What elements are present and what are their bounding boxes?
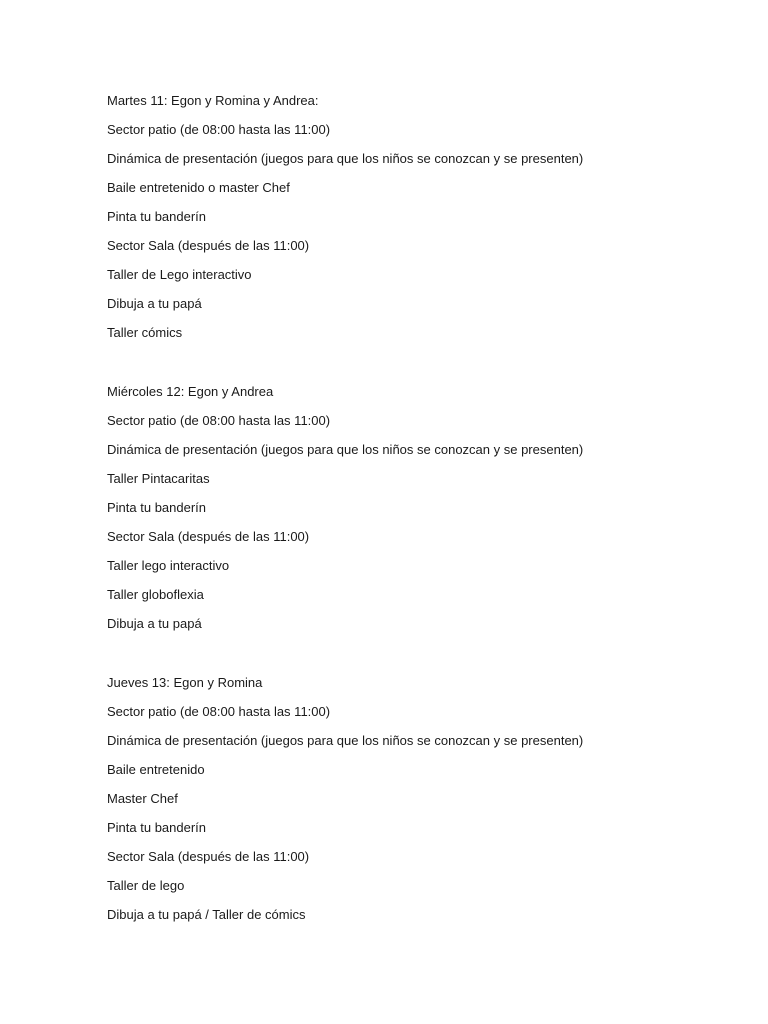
activity-line: Taller de Lego interactivo [107, 267, 252, 282]
activity-line: Sector Sala (después de las 11:00) [107, 529, 310, 544]
activity-line: Dibuja a tu papá [107, 616, 202, 631]
section-heading: Miércoles 12: Egon y Andrea [107, 384, 274, 399]
activity-line: Sector patio (de 08:00 hasta las 11:00) [107, 122, 331, 137]
activity-line: Pinta tu banderín [107, 820, 207, 835]
schedule-section-martes [107, 86, 727, 347]
activity-line: Dibuja a tu papá [107, 296, 202, 311]
section-heading: Martes 11: Egon y Romina y Andrea: [107, 93, 319, 108]
activity-line: Pinta tu banderín [107, 500, 207, 515]
activity-line: Dibuja a tu papá / Taller de cómics [107, 907, 306, 922]
schedule-section-jueves [107, 668, 727, 929]
activity-line: Dinámica de presentación (juegos para que los niños se conozcan y se presenten) [107, 442, 584, 457]
activity-line: Sector Sala (después de las 11:00) [107, 849, 310, 864]
activity-line: Sector Sala (después de las 11:00) [107, 238, 310, 253]
activity-line: Taller globoflexia [107, 587, 204, 602]
activity-line: Master Chef [107, 791, 178, 806]
schedule-section-miercoles [107, 377, 727, 638]
activity-line: Baile entretenido [107, 762, 205, 777]
activity-line: Taller cómics [107, 325, 183, 340]
activity-line: Pinta tu banderín [107, 209, 207, 224]
activity-line: Sector patio (de 08:00 hasta las 11:00) [107, 704, 331, 719]
activity-line: Dinámica de presentación (juegos para que los niños se conozcan y se presenten) [107, 733, 584, 748]
activity-line: Baile entretenido o master Chef [107, 180, 290, 195]
activity-line: Dinámica de presentación (juegos para que los niños se conozcan y se presenten) [107, 151, 584, 166]
activity-line: Taller Pintacaritas [107, 471, 210, 486]
section-heading: Jueves 13: Egon y Romina [107, 675, 263, 690]
activity-line: Taller lego interactivo [107, 558, 230, 573]
activity-line: Taller de lego [107, 878, 185, 893]
activity-line: Sector patio (de 08:00 hasta las 11:00) [107, 413, 331, 428]
